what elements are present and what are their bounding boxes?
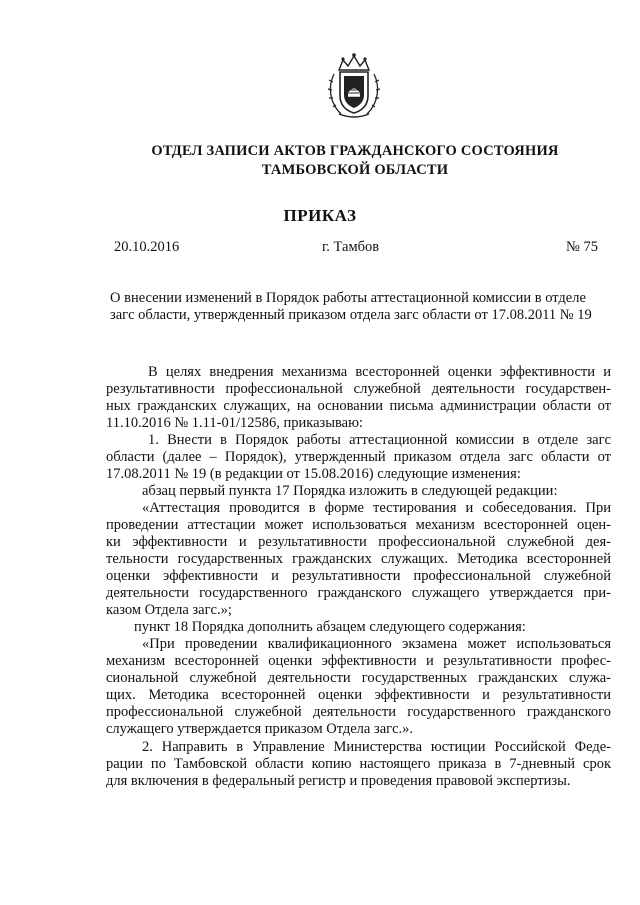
- text-line: 2. Направить в Управление Министерства юстиции Российской Феде-: [142, 739, 611, 755]
- text-line: ных гражданских служащих, на основании письма администрации области от: [106, 398, 611, 414]
- paragraph-item-2: [106, 739, 611, 790]
- document-type: ПРИКАЗ: [283, 206, 357, 225]
- text-line: «Аттестация проводится в форме тестирования и собеседования. При: [142, 500, 611, 516]
- subject-line-2: загс области, утвержденный приказом отдела загс области от 17.08.2011 № 19: [110, 307, 592, 323]
- paragraph-preamble: [106, 364, 611, 432]
- text-line: ки эффективности и результативности профессиональной служебной дея-: [106, 534, 611, 550]
- text-line: 1. Внести в Порядок работы аттестационной комиссии в отделе загс: [148, 432, 611, 448]
- paragraph-quote-18: [106, 636, 611, 738]
- text-line: 17.08.2011 № 19 (в редакции от 15.08.2016) следующие изменения:: [106, 466, 521, 482]
- paragraph-amendment-18: [106, 619, 611, 636]
- text-line: щих. Методика всесторонней оценки эффективности и результативности: [106, 687, 611, 703]
- text-line: казом Отдела загс.»;: [106, 602, 232, 618]
- document-date: 20.10.2016: [114, 239, 180, 255]
- paragraph-quote-17: [106, 500, 611, 619]
- paragraph-item-1: [106, 432, 611, 483]
- text-line: оценки эффективности и результативности профессиональной служебной: [106, 568, 611, 584]
- text-line: пункт 18 Порядка дополнить абзацем следующего содержания:: [134, 619, 526, 635]
- organization-name-line2: ТАМБОВСКОЙ ОБЛАСТИ: [261, 162, 449, 178]
- organization-name-line1: ОТДЕЛ ЗАПИСИ АКТОВ ГРАЖДАНСКОГО СОСТОЯНИЯ: [151, 143, 559, 159]
- text-line: 11.10.2016 № 1.11-01/12586, приказываю:: [106, 415, 363, 431]
- text-line: абзац первый пункта 17 Порядка изложить в следующей редакции:: [142, 483, 558, 499]
- text-line: сиональной служебной деятельности государственных гражданских служа-: [106, 670, 611, 686]
- text-line: проведении аттестации может использоваться механизм всесторонней оцен-: [106, 517, 611, 533]
- text-line: рации по Тамбовской области копию настоящего приказа в 7-дневный срок: [106, 756, 611, 772]
- text-line: «При проведении квалификационного экзамена может использоваться: [142, 636, 611, 652]
- subject-line-1: О внесении изменений в Порядок работы аттестационной комиссии в отделе: [110, 290, 586, 306]
- text-line: В целях внедрения механизма всесторонней оценки эффективности и: [148, 364, 611, 380]
- text-line: профессиональной служебной деятельности государственного гражданского: [106, 704, 611, 720]
- document-city: г. Тамбов: [322, 239, 380, 255]
- paragraph-amendment-17: [106, 483, 611, 500]
- text-line: механизм всесторонней оценки эффективности и результативности профес-: [106, 653, 611, 669]
- text-line: результативности профессиональной служебной деятельности государствен-: [106, 381, 611, 397]
- text-line: деятельности государственного гражданского служащего утверждается при-: [106, 585, 611, 601]
- coat-of-arms-icon: [325, 52, 383, 122]
- text-line: тельности государственных гражданских служащих. Методика всесторонней: [106, 551, 611, 567]
- document-number: № 75: [566, 239, 598, 255]
- text-line: для включения в федеральный регистр и проведения правовой экспертизы.: [106, 773, 571, 789]
- text-line: области (далее – Порядок), утвержденный приказом отдела загс области от: [106, 449, 611, 465]
- text-line: служащего утверждается приказом Отдела загс.».: [106, 721, 414, 737]
